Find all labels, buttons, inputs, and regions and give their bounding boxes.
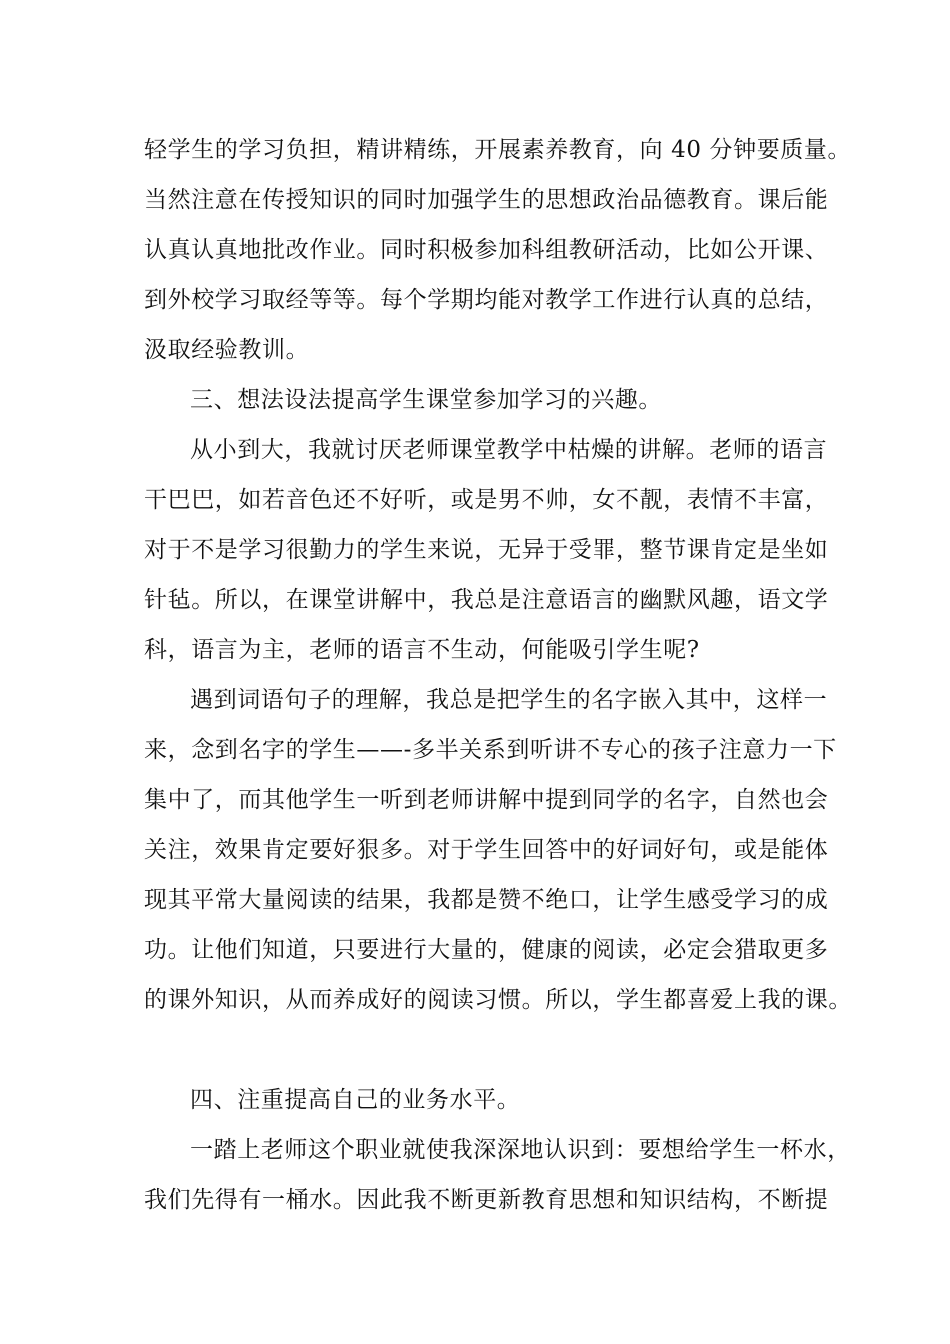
- text-line: 轻学生的学习负担，精讲精练，开展素养教育，向 40 分钟要质量。: [144, 137, 852, 163]
- paragraph-start: 遇到词语句子的理解，我总是把学生的名字嵌入其中，这样一: [190, 687, 828, 713]
- text-line: 针毡。所以，在课堂讲解中，我总是注意语言的幽默风趣，语文学: [144, 587, 829, 613]
- text-line: 对于不是学习很勤力的学生来说，无异于受罪，整节课肯定是坐如: [144, 537, 829, 563]
- text-line: 当然注意在传授知识的同时加强学生的思想政治品德教育。课后能: [144, 187, 829, 213]
- text-line: 集中了，而其他学生一听到老师讲解中提到同学的名字，自然也会: [144, 787, 829, 813]
- text-line: 认真认真地批改作业。同时积极参加科组教研活动，比如公开课、: [144, 237, 829, 263]
- text-line: 科，语言为主，老师的语言不生动，何能吸引学生呢?: [144, 637, 700, 663]
- text-line: 我们先得有一桶水。因此我不断更新教育思想和知识结构，不断提: [144, 1187, 829, 1213]
- text-line: 的课外知识，从而养成好的阅读习惯。所以，学生都喜爱上我的课。: [144, 987, 852, 1013]
- text-line: 干巴巴，如若音色还不好听，或是男不帅，女不靓，表情不丰富，: [144, 487, 829, 513]
- text-line: 关注，效果肯定要好狠多。对于学生回答中的好词好句，或是能体: [144, 837, 829, 863]
- section-heading-4: 四、注重提高自己的业务水平。: [190, 1087, 521, 1113]
- text-line: 汲取经验教训。: [144, 337, 310, 363]
- text-line: 现其平常大量阅读的结果，我都是赞不绝口，让学生感受学习的成: [144, 887, 829, 913]
- paragraph-start: 从小到大，我就讨厌老师课堂教学中枯燥的讲解。老师的语言: [190, 437, 828, 463]
- text-line: 到外校学习取经等等。每个学期均能对教学工作进行认真的总结，: [144, 287, 829, 313]
- section-heading-3: 三、想法设法提高学生课堂参加学习的兴趣。: [190, 387, 662, 413]
- text-line: 来，念到名字的学生——-多半关系到听讲不专心的孩子注意力一下: [144, 737, 837, 763]
- text-line: 功。让他们知道，只要进行大量的，健康的阅读，必定会猎取更多: [144, 937, 829, 963]
- paragraph-start: 一踏上老师这个职业就使我深深地认识到：要想给学生一杯水，: [190, 1137, 851, 1163]
